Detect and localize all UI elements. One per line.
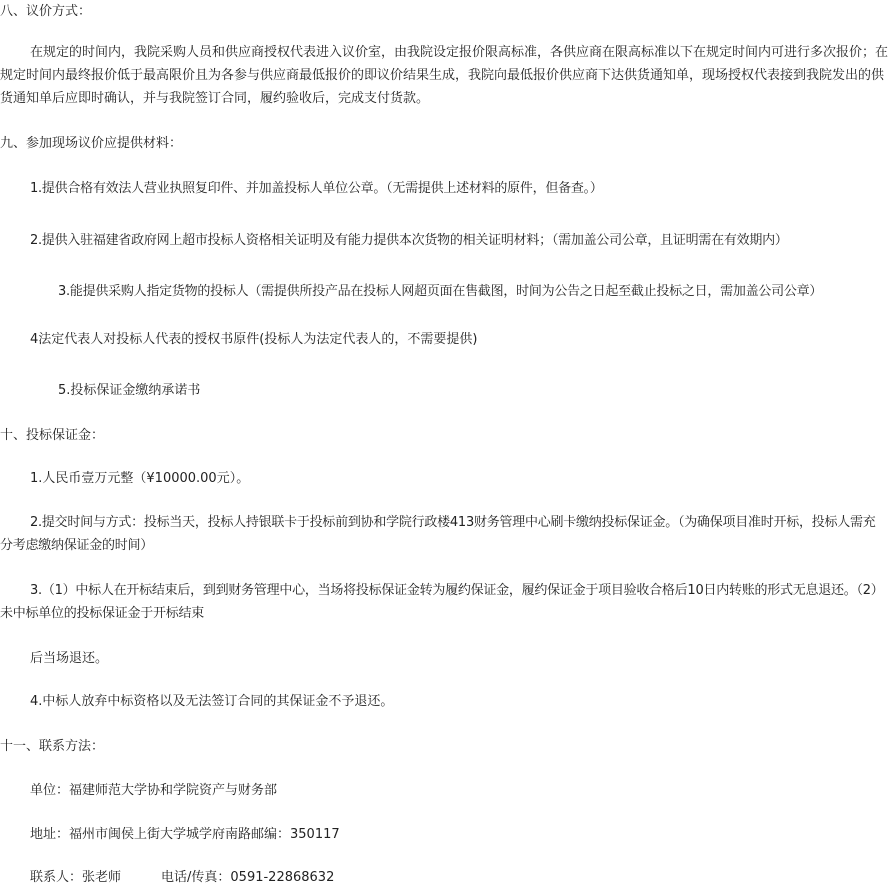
contact-line bbox=[30, 866, 334, 889]
section-9-heading: 九、参加现场议价应提供材料： bbox=[0, 136, 183, 151]
contact-phone: 电话/传真：0591-22868632 bbox=[161, 870, 335, 885]
section-9-item-3: 3.能提供采购人指定货物的投标人（需提供所投产品在投标人网超页面在售截图，时间为公告之日起至截止投标之日，需加盖公司公章） bbox=[58, 284, 823, 299]
section-10-item-3: 3.（1）中标人在开标结束后，到到财务管理中心，当场将投标保证金转为履约保证金，履约保证金于项目验收合格后10日内转账的形式无息退还。（2）未中标单位的投标保证金于开标结束 bbox=[0, 583, 884, 621]
section-8-heading: 八、议价方式： bbox=[0, 4, 92, 19]
section-10-item-3-continued: 后当场退还。 bbox=[30, 651, 109, 666]
contact-address: 地址：福州市闽侯上街大学城学府南路邮编：350117 bbox=[30, 827, 340, 842]
section-10-item-2: 2.提交时间与方式：投标当天，投标人持银联卡于投标前到协和学院行政楼413财务管理中心刷卡缴纳投标保证金。（为确保项目准时开标，投标人需充分考虑缴纳保证金的时间） bbox=[0, 515, 876, 553]
section-10-heading: 十、投标保证金： bbox=[0, 428, 105, 443]
section-10-item-1: 1.人民币壹万元整（¥10000.00元）。 bbox=[30, 471, 250, 486]
section-9-item-4: 4法定代表人对投标人代表的授权书原件(投标人为法定代表人的，不需要提供) bbox=[30, 332, 478, 347]
contact-unit: 单位：福建师范大学协和学院资产与财务部 bbox=[30, 783, 278, 798]
section-11-heading: 十一、联系方法： bbox=[0, 739, 105, 754]
section-10-item-4: 4.中标人放弃中标资格以及无法签订合同的其保证金不予退还。 bbox=[30, 694, 394, 709]
section-8-body: 在规定的时间内，我院采购人员和供应商授权代表进入议价室，由我院设定报价限高标准，各供应商在限高标准以下在规定时间内可进行多次报价；在规定时间内最终报价低于最高限价且为各参与供应商最低报价的即议价结果生成，我院向最低报价供应商下达供货通知单，现场授权代表接到我院发出的供货通知单后应即时确认，并与我院签订合同，履约验收后，完成支付货款。 bbox=[0, 45, 889, 106]
contact-person: 联系人：张老师 bbox=[30, 870, 122, 885]
section-9-item-5: 5.投标保证金缴纳承诺书 bbox=[58, 383, 201, 398]
section-9-item-2: 2.提供入驻福建省政府网上超市投标人资格相关证明及有能力提供本次货物的相关证明材料；（需加盖公司公章，且证明需在有效期内） bbox=[30, 233, 788, 248]
section-9-item-1: 1.提供合格有效法人营业执照复印件、并加盖投标人单位公章。（无需提供上述材料的原件，但备查。） bbox=[30, 181, 603, 196]
